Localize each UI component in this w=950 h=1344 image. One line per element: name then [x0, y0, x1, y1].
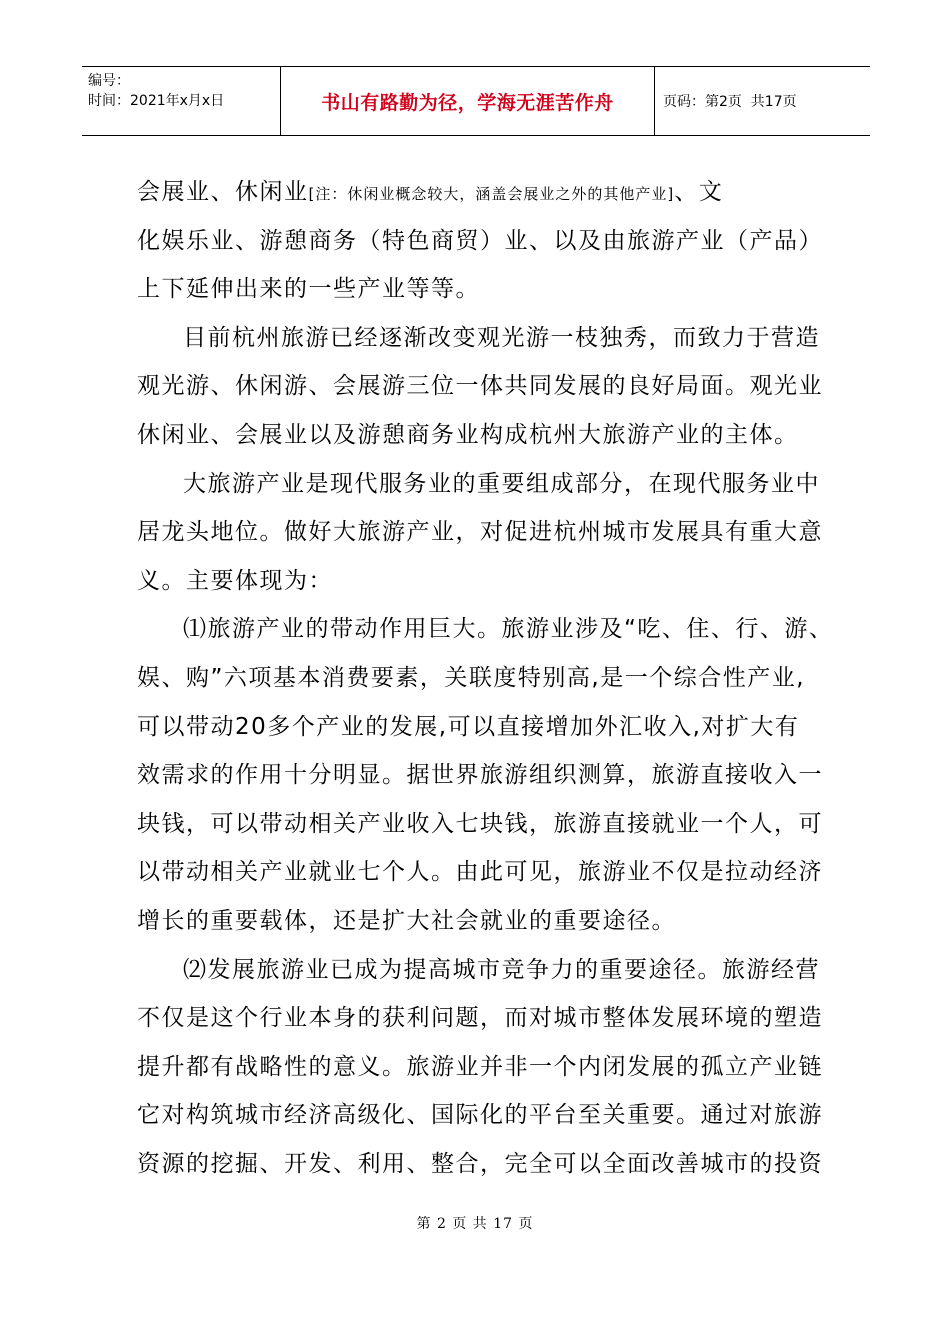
number-label: 编号：	[88, 73, 130, 89]
paragraph-start: ⑴旅游产业的带动作用巨大。旅游业涉及“吃、住、行、游、	[183, 616, 834, 643]
body-line: 娱、购”六项基本消费要素，关联度特别高,是一个综合性产业,	[137, 664, 806, 691]
paragraph-start: 大旅游产业是现代服务业的重要组成部分，在现代服务业中	[183, 470, 820, 497]
date-label: 时间：2021年x月x日	[88, 93, 225, 109]
header-motto: 书山有路勤为径，学海无涯苦作舟	[281, 67, 655, 135]
body-line: 资源的挖掘、开发、利用、整合，完全可以全面改善城市的投资	[137, 1150, 823, 1177]
body-line-3: 上下延伸出来的一些产业等等。	[137, 276, 480, 303]
body-line: 居龙头地位。做好大旅游产业，对促进杭州城市发展具有重大意	[137, 519, 823, 546]
body-line: 增长的重要载体，还是扩大社会就业的重要途径。	[137, 907, 676, 934]
body-text: 、文	[674, 179, 724, 205]
page-header	[82, 66, 870, 136]
paragraph-start: ⑵发展旅游业已成为提高城市竞争力的重要途径。旅游经营	[183, 956, 820, 983]
header-page-info: 页码：第2页 共17页	[663, 94, 797, 110]
body-line: 它对构筑城市经济高级化、国际化的平台至关重要。通过对旅游	[137, 1102, 823, 1129]
paragraph-start: 目前杭州旅游已经逐渐改变观光游一枝独秀，而致力于营造	[183, 324, 820, 351]
body-line: 提升都有战略性的意义。旅游业并非一个内闭发展的孤立产业链	[137, 1053, 823, 1080]
body-line: 以带动相关产业就业七个人。由此可见，旅游业不仅是拉动经济	[137, 859, 823, 886]
body-line: 不仅是这个行业本身的获利问题，而对城市整体发展环境的塑造	[137, 1005, 823, 1032]
body-line: 块钱，可以带动相关产业收入七块钱，旅游直接就业一个人，可	[137, 810, 823, 837]
page-footer: 第 2 页 共 17 页	[416, 1216, 534, 1232]
body-line: 休闲业、会展业以及游憩商务业构成杭州大旅游产业的主体。	[137, 421, 799, 448]
body-line-2: 化娱乐业、游憩商务（特色商贸）业、以及由旅游产业（产品）	[137, 227, 823, 254]
body-line-1	[137, 168, 837, 217]
body-line: 可以带动20多个产业的发展,可以直接增加外汇收入,对扩大有	[137, 713, 800, 740]
header-meta	[82, 67, 281, 135]
body-text: 会展业、休闲业	[137, 179, 309, 205]
document-body	[137, 168, 837, 1188]
body-line: 效需求的作用十分明显。据世界旅游组织测算，旅游直接收入一	[137, 762, 823, 789]
body-line: 义。主要体现为：	[137, 567, 333, 594]
body-line: 观光游、休闲游、会展游三位一体共同发展的良好局面。观光业	[137, 373, 823, 400]
inline-note: [注：休闲业概念较大，涵盖会展业之外的其他产业]	[308, 185, 675, 203]
